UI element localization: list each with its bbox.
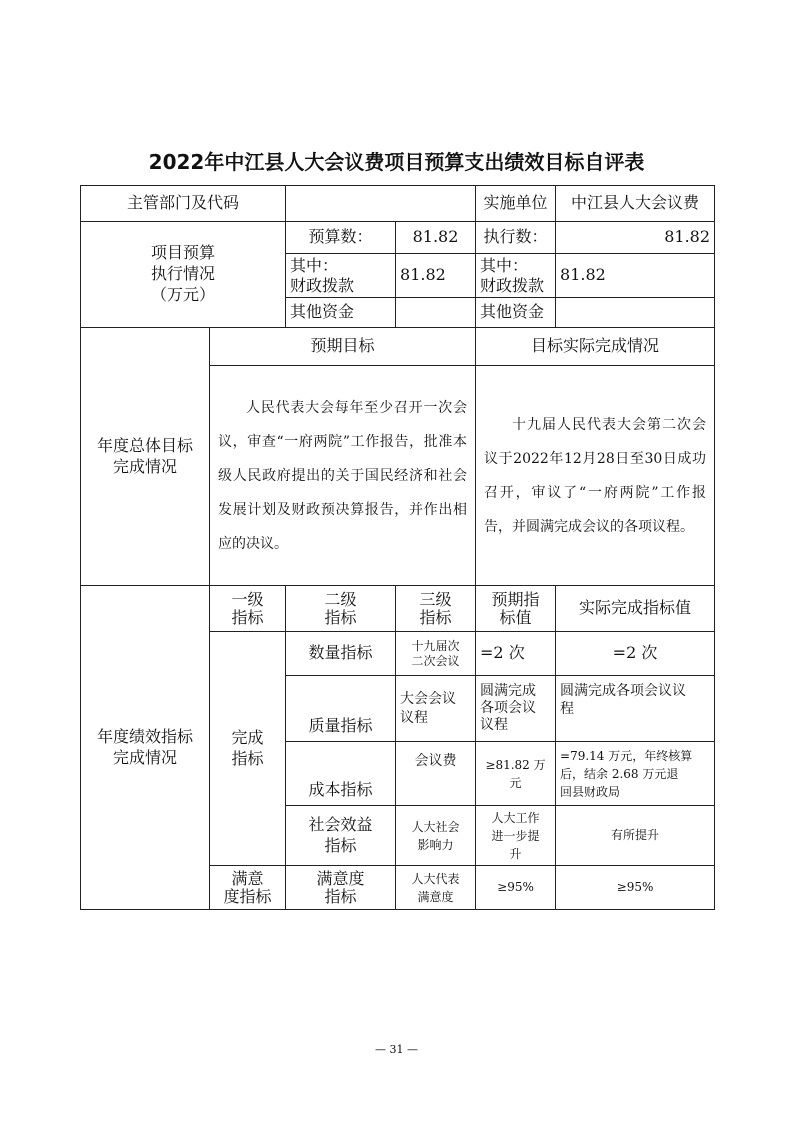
col-header-expected: 预期指 标值 (476, 586, 556, 632)
satisfaction-expected: ≥95% (476, 866, 556, 910)
exec-value: 81.82 (556, 222, 715, 254)
col-header-actual: 实际完成指标值 (556, 586, 715, 632)
l2-cell: 社会效益 指标 (286, 806, 396, 866)
budget-value: 81.82 (396, 222, 476, 254)
fiscal-label-2: 其中： 财政拨款 (476, 254, 556, 298)
fiscal-value-2: 81.82 (556, 254, 715, 298)
satisfaction-l1: 满意 度指标 (210, 866, 286, 910)
l3-cell: 十九届次 二次会议 (396, 632, 476, 676)
page-title: 2022年中江县人大会议费项目预算支出绩效目标自评表 (148, 150, 645, 174)
satisfaction-actual: ≥95% (556, 866, 715, 910)
expected-goal-header: 预期目标 (210, 328, 476, 366)
actual-cell: =2 次 (556, 632, 715, 676)
l2-cell: 质量指标 (286, 676, 396, 742)
l2-cell: 数量指标 (286, 632, 396, 676)
exec-label: 执行数： (476, 222, 556, 254)
evaluation-table (80, 185, 715, 910)
unit-label: 实施单位 (476, 186, 556, 222)
satisfaction-l3: 人大代表 满意度 (396, 866, 476, 910)
budget-label: 预算数： (286, 222, 396, 254)
l3-cell: 人大社会 影响力 (396, 806, 476, 866)
col-header-l1: 一级 指标 (210, 586, 286, 632)
group-label: 完成 指标 (210, 632, 286, 866)
l2-cell: 成本指标 (286, 742, 396, 806)
expected-cell: 圆满完成 各项会议 议程 (476, 676, 556, 742)
actual-goal-text: 十九届人民代表大会第二次会议于2022年12月28日至30日成功召开，审议了“一府两院”工作报告，并圆满完成会议的各项议程。 (476, 366, 715, 586)
fiscal-value-1: 81.82 (396, 254, 476, 298)
expected-cell: ≥81.82 万 元 (476, 742, 556, 806)
satisfaction-l2: 满意度 指标 (286, 866, 396, 910)
other-label-1: 其他资金 (286, 298, 396, 328)
unit-value: 中江县人大会议费 (556, 186, 715, 222)
page-number: — 31 — (375, 1043, 418, 1056)
actual-cell: =79.14 万元，年终核算 后，结余 2.68 万元退 回县财政局 (556, 742, 715, 806)
fiscal-label-1: 其中： 财政拨款 (286, 254, 396, 298)
l3-cell: 大会会议 议程 (396, 676, 476, 742)
actual-cell: 圆满完成各项会议议 程 (556, 676, 715, 742)
dept-label: 主管部门及代码 (81, 186, 286, 222)
other-label-2: 其他资金 (476, 298, 556, 328)
col-header-l2: 二级 指标 (286, 586, 396, 632)
other-value-2 (556, 298, 715, 328)
goals-section-label: 年度总体目标 完成情况 (81, 328, 210, 586)
expected-goal-text: 人民代表大会每年至少召开一次会议，审查“一府两院”工作报告，批准本级人民政府提出的关于国民经济和社会发展计划及财政预决算报告，并作出相应的决议。 (210, 366, 476, 586)
actual-cell: 有所提升 (556, 806, 715, 866)
other-value-1 (396, 298, 476, 328)
expected-cell: =2 次 (476, 632, 556, 676)
l3-cell: 会议费 (396, 742, 476, 806)
budget-section-label: 项目预算 执行情况 （万元） (81, 222, 286, 328)
expected-cell: 人大工作 进一步提 升 (476, 806, 556, 866)
dept-value (286, 186, 476, 222)
actual-goal-header: 目标实际完成情况 (476, 328, 715, 366)
col-header-l3: 三级 指标 (396, 586, 476, 632)
perf-section-label: 年度绩效指标 完成情况 (81, 586, 210, 910)
